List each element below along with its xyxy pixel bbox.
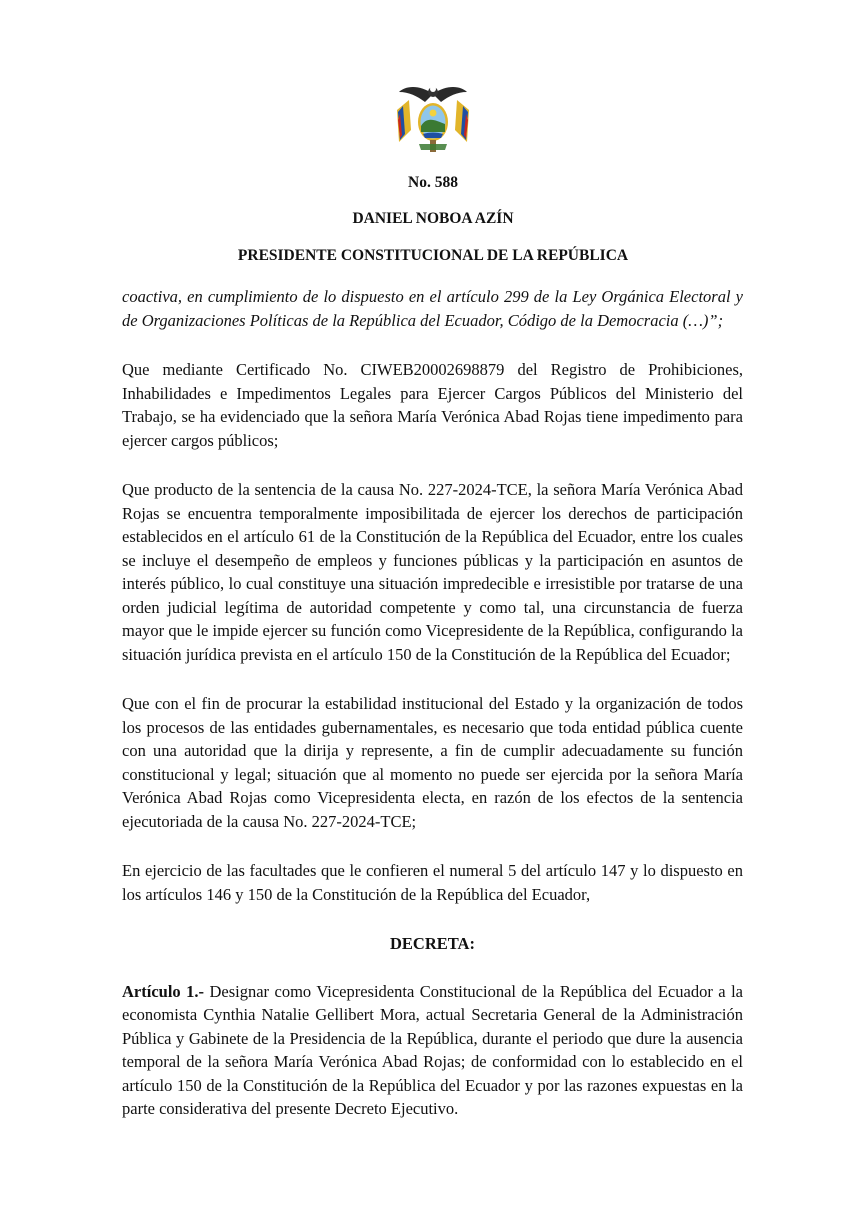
article-1-text: Designar como Vicepresidenta Constitucional de la República del Ecuador a la economista Cynthia Natalie Gellibert Mora, actual Secretaria General de la Administración Pública y Gabinete de la Presidencia de la República, durante el periodo que dure la ausencia temporal de la señora María Verónica Abad Rojas; de conformidad con lo establecido en el artículo 150 de la Constitución de la República del Ecuador y por las razones expuestas en la parte considerativa del presente Decreto Ejecutivo. — [122, 981, 743, 1118]
paragraph-certificate: Que mediante Certificado No. CIWEB20002698879 del Registro de Prohibiciones, Inhabilidades e Impedimentos Legales para Ejercer Cargos Públicos del Ministerio del Trabajo, se ha evidenciado que la señora María Verónica Abad Rojas tiene impedimento para ejercer cargos públicos; — [122, 360, 743, 450]
article-1 — [122, 980, 743, 1121]
quote-continuation: coactiva, en cumplimiento de lo dispuesto en el artículo 299 de la Ley Orgánica Electoral y de Organizaciones Políticas de la República del Ecuador, Código de la Democracia (…)”; — [122, 287, 743, 330]
decreta-heading: DECRETA: — [390, 934, 475, 953]
president-title: PRESIDENTE CONSTITUCIONAL DE LA REPÚBLICA — [237, 247, 629, 264]
president-name: DANIEL NOBOA AZÍN — [352, 210, 514, 227]
article-1-label: Artículo 1.- — [122, 981, 204, 1001]
paragraph-sentence: Que producto de la sentencia de la causa No. 227-2024-TCE, la señora María Verónica Abad Rojas se encuentra temporalmente imposibilitada de ejercer los derechos de participación establecidos en el artículo 61 de la Constitución de la República del Ecuador, entre los cuales se incluye el desempeño de empleos y funciones públicas y la participación en asuntos de interés público, lo cual constituye una situación impredecible e irresistible por tratarse de una orden judicial legítima de autoridad competente y como tal, una circunstancia de fuerza mayor que le impide ejercer su función como Vicepresidente de la República, configurando la situación jurídica prevista en el artículo 150 de la Constitución de la República del Ecuador; — [122, 480, 743, 664]
paragraph-faculties: En ejercicio de las facultades que le confieren el numeral 5 del artículo 147 y lo dispuesto en los artículos 146 y 150 de la Constitución de la República del Ecuador, — [122, 861, 743, 904]
paragraph-stability: Que con el fin de procurar la estabilidad institucional del Estado y la organización de todos los procesos de las entidades gubernamentales, es necesario que toda entidad pública cuente con una autoridad que la dirija y represente, a fin de cumplir adecuadamente su función constitucional y legal; situación que al momento no puede ser ejercida por la señora María Verónica Abad Rojas como Vicepresidenta electa, en razón de los efectos de la sentencia ejecutoriada de la causa No. 227-2024-TCE; — [122, 694, 743, 831]
decree-number: No. 588 — [408, 174, 458, 191]
document-body — [122, 285, 743, 1147]
coat-of-arms-ecuador-icon — [395, 80, 471, 154]
